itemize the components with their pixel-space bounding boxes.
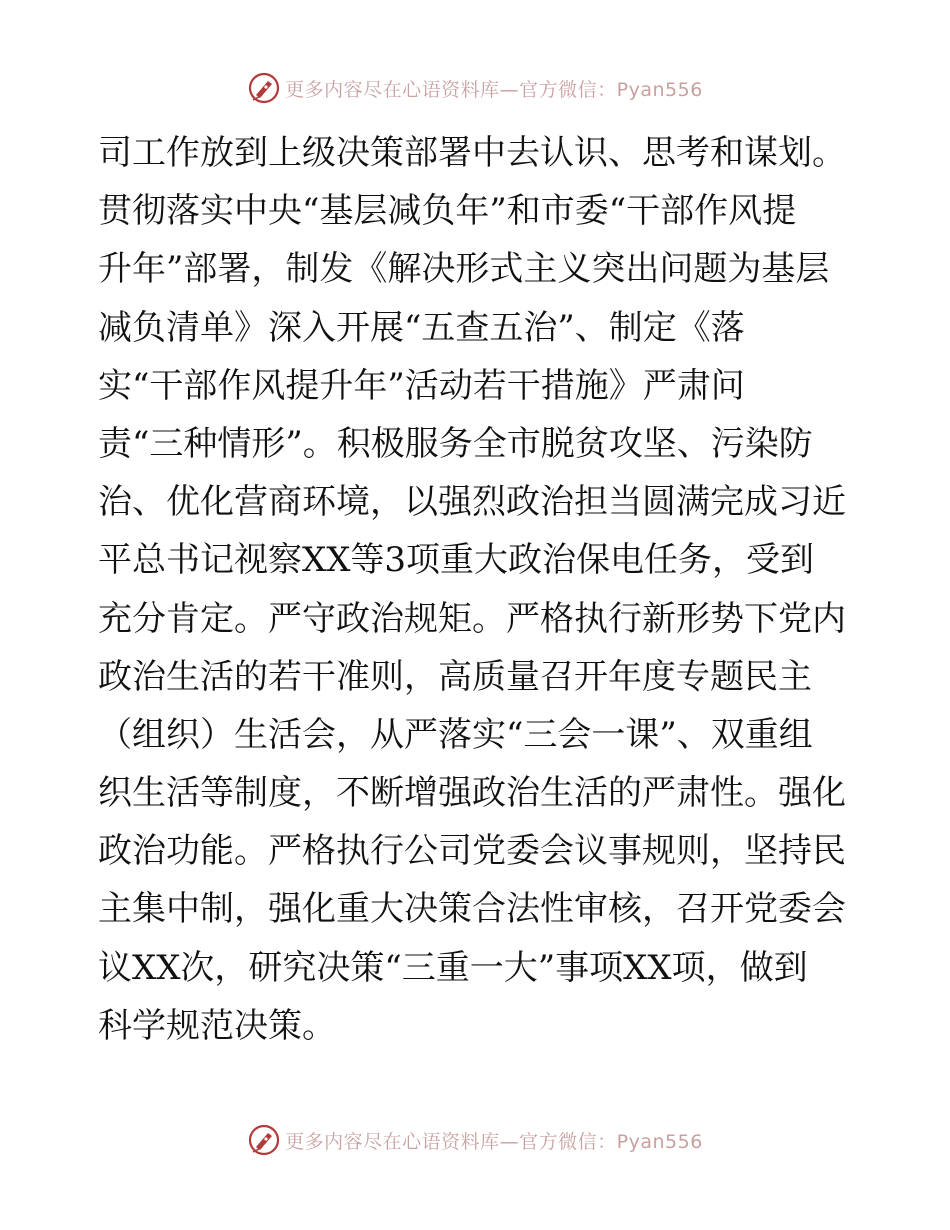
- header-watermark: [0, 68, 950, 108]
- body-line: 科学规范决策。: [98, 1005, 336, 1046]
- body-line: 政治功能。严格执行公司党委会议事规则，坚持民: [98, 831, 846, 872]
- body-line: 贯彻落实中央“基层减负年”和市委“干部作风提: [98, 191, 797, 232]
- footer-watermark: [0, 1120, 950, 1160]
- body-line: 治、优化营商环境，以强烈政治担当圆满完成习近: [98, 482, 846, 523]
- pen-nib-circle-icon: [247, 71, 281, 105]
- body-line: 主集中制，强化重大决策合法性审核，召开党委会: [98, 889, 846, 930]
- body-line: 平总书记视察XX等3项重大政治保电任务，受到: [98, 540, 815, 581]
- body-line: 责“三种情形”。积极服务全市脱贫攻坚、污染防: [98, 423, 813, 464]
- body-line: 充分肯定。严守政治规矩。严格执行新形势下党内: [98, 598, 846, 639]
- body-line: 政治生活的若干准则，高质量召开年度专题民主: [98, 656, 812, 697]
- body-line: 升年”部署，制发《解决形式主义突出问题为基层: [98, 249, 830, 290]
- pen-nib-circle-icon: [247, 1123, 281, 1157]
- body-line: 议XX次，研究决策“三重一大”事项XX项，做到: [98, 947, 808, 988]
- body-line: 司工作放到上级决策部署中去认识、思考和谋划。: [98, 133, 846, 173]
- body-line: （组织）生活会，从严落实“三会一课”、双重组: [98, 714, 813, 755]
- watermark-text: 更多内容尽在心语资料库—官方微信：Pyan556: [285, 1130, 703, 1153]
- body-line: 实“干部作风提升年”活动若干措施》严肃问: [98, 365, 745, 406]
- body-line: 减负清单》深入开展“五查五治”、制定《落: [98, 307, 745, 348]
- document-body: [98, 124, 858, 1055]
- body-line: 织生活等制度，不断增强政治生活的严肃性。强化: [98, 773, 846, 814]
- watermark-text: 更多内容尽在心语资料库—官方微信：Pyan556: [285, 78, 703, 101]
